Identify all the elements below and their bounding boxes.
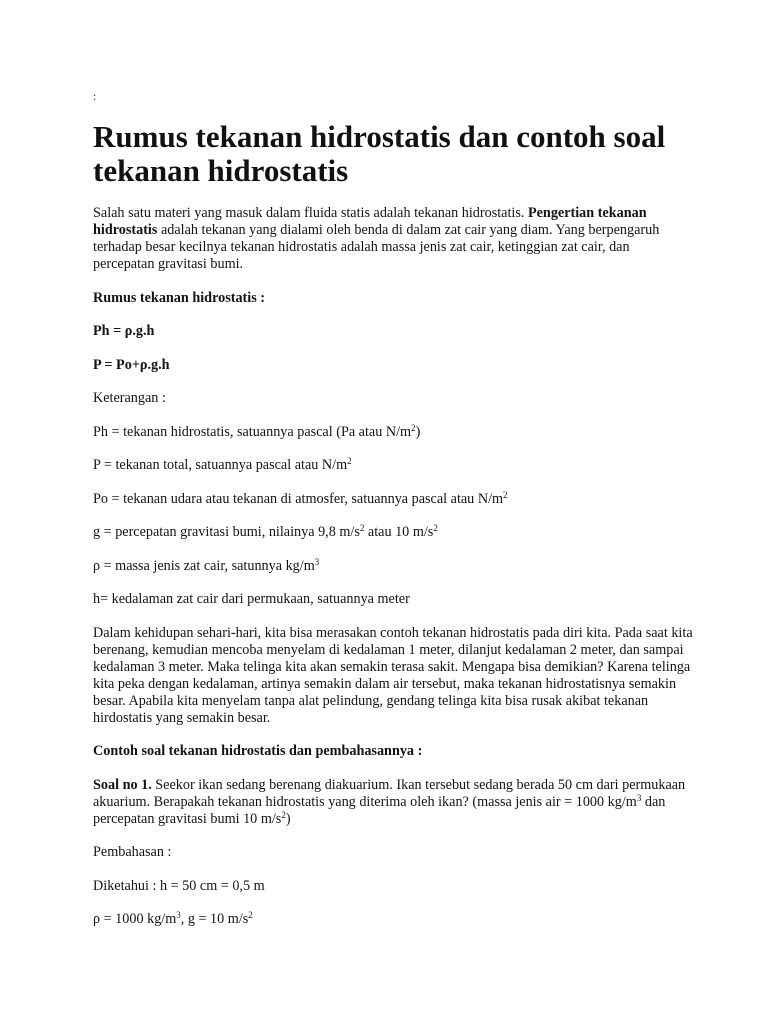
intro-bold-term: Pengertian tekanan hidrostatis xyxy=(93,205,647,238)
definition-h: h= kedalaman zat cair dari permukaan, satuannya meter xyxy=(93,591,410,607)
formula-heading-text: Rumus tekanan hidrostatis : xyxy=(93,289,265,306)
soal-1-sup-2: 2 xyxy=(281,809,286,820)
intro-text-start: Salah satu materi yang masuk dalam fluida statis adalah tekanan hidrostatis. xyxy=(93,205,528,221)
keterangan-label: Keterangan : xyxy=(93,390,166,406)
formula-total-pressure xyxy=(93,357,693,374)
soal-1-text: Seekor ikan sedang berenang diakuarium. Ikan tersebut sedang berada 50 cm dari permukaan akuarium. Berapakah tekanan hidrostatis yang diterima oleh ikan? (massa jenis air = 1000 kg/m xyxy=(93,776,686,810)
soal-1-middle: dan percepatan gravitasi bumi 10 m/s xyxy=(93,793,666,827)
intro-text-end: adalah tekanan yang dialami oleh benda di dalam zat cair yang diam. Yang berpengaruh terhadap besar kecilnya tekanan hidrostatis adalah massa jenis zat cair, ketinggian zat cair, dan percepatan gravitasi bumi. xyxy=(93,222,660,272)
definition-po xyxy=(93,491,693,508)
definition-g xyxy=(93,524,693,541)
soal-1-paragraph xyxy=(93,777,693,828)
intro-paragraph xyxy=(93,205,693,273)
given-values-line xyxy=(93,911,693,928)
definition-p xyxy=(93,457,693,474)
formula-2-text: P = Po+ρ.g.h xyxy=(93,356,170,373)
given-values-sup-2: 2 xyxy=(248,910,253,920)
definition-ph xyxy=(93,424,693,441)
definition-g-middle: atau 10 m/s xyxy=(364,524,434,540)
definition-p-text: P = tekanan total, satuannya pascal atau N/m xyxy=(93,457,348,473)
definition-po-text: Po = tekanan udara atau tekanan di atmosfer, satuannya pascal atau N/m xyxy=(93,490,504,507)
given-values-sup: 3 xyxy=(176,910,181,920)
definition-rho xyxy=(93,558,693,575)
examples-heading-text: Contoh soal tekanan hidrostatis dan pembahasannya : xyxy=(93,743,423,759)
colon-mark: : xyxy=(93,89,97,103)
given-values-middle: , g = 10 m/s xyxy=(180,911,249,927)
soal-1-end: ) xyxy=(285,810,291,827)
definition-rho-text: ρ = massa jenis zat cair, satunnya kg/m xyxy=(93,557,315,574)
definition-ph-sup: 2 xyxy=(411,422,416,433)
definition-po-sup: 2 xyxy=(503,489,508,500)
definition-rho-sup: 3 xyxy=(314,556,320,567)
daily-life-paragraph: Dalam kehidupan sehari-hari, kita bisa merasakan contoh tekanan hidrostatis pada diri kita. Pada saat kita berenang, kemudian mencoba menyelam di kedalaman 1 meter, dilanjut kedalaman 2 meter, dan sampai kedalaman 3 meter. Maka telinga kita akan semakin terasa sakit. Mengapa bisa demikian? Karena telinga kita peka dengan kedalaman, artinya semakin dalam air tersebut, maka tekanan hidrostatisnya semakin besar. Apabila kita menyelam tanpa alat pelindung, gendang telinga kita bisa rusak akibat tekanan hirdostatis yang semakin besar. xyxy=(93,624,693,726)
formula-1-text: Ph = ρ.g.h xyxy=(93,323,155,339)
examples-heading xyxy=(93,743,693,760)
definition-g-sup-2: 2 xyxy=(433,523,438,533)
definition-ph-end: ) xyxy=(415,423,421,440)
article-body xyxy=(93,205,693,945)
given-values-text: ρ = 1000 kg/m xyxy=(93,911,177,927)
definition-ph-text: Ph = tekanan hidrostatis, satuannya pascal (Pa atau N/m xyxy=(93,423,412,440)
definition-g-text: g = percepatan gravitasi bumi, nilainya 9,8 m/s xyxy=(93,524,360,540)
pembahasan-label: Pembahasan : xyxy=(93,844,172,860)
page-title: Rumus tekanan hidrostatis dan contoh soal tekanan hidrostatis xyxy=(93,119,666,188)
soal-1-sup: 3 xyxy=(636,792,642,803)
soal-1-label: Soal no 1. xyxy=(93,776,152,793)
definition-g-sup: 2 xyxy=(359,523,365,533)
definition-p-sup: 2 xyxy=(347,456,352,466)
formula-hydrostatic xyxy=(93,323,693,340)
formula-heading xyxy=(93,290,693,307)
diketahui-line: Diketahui : h = 50 cm = 0,5 m xyxy=(93,877,265,894)
